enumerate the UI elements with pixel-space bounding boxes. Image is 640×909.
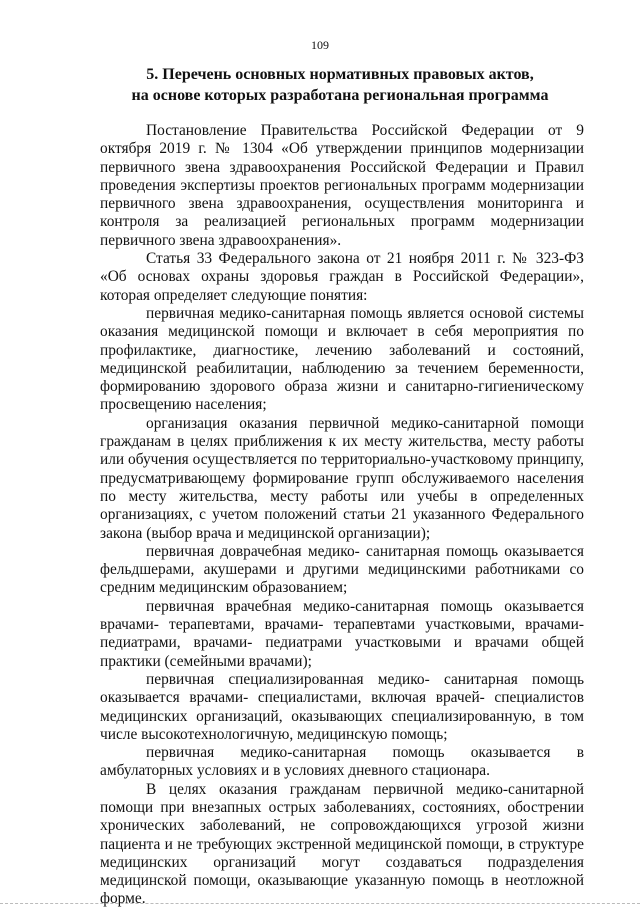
paragraph-definition-specialized: первичная специализированная медико- санитарная помощь оказывается врачами- специалистами, включая врачей- специалистов медицинских организаций, оказывающих специализированную, в том числе высокотехнологичную, медицинскую помощь; [100,670,584,743]
document-body [100,122,584,909]
paragraph-definition-conditions: первичная медико-санитарная помощь оказывается в амбулаторных условиях и в условиях дневного стационара. [100,744,584,780]
paragraph-definition-physician: первичная врачебная медико-санитарная помощь оказывается врачами- терапевтами, врачами- терапевтами участковыми, врачами-педиатрами, врачами- педиатрами участковыми и врачами общей практики (семейными врачами); [100,597,584,670]
paragraph-urgent-care: В целях оказания гражданам первичной медико-санитарной помощи при внезапных острых заболеваниях, состояниях, обострении хронических заболеваний, не сопровождающихся угрозой жизни пациента и не требующих экстренной медицинской помощи, в структуре медицинских организаций могут создаваться подразделения медицинской помощи, оказывающие указанную помощь в неотложной форме. [100,780,584,908]
paragraph-article-33: Статья 33 Федерального закона от 21 ноября 2011 г. № 323-ФЗ «Об основах охраны здоровья граждан в Российской Федерации», которая определяет следующие понятия: [100,250,584,304]
paragraph-resolution-1304: Постановление Правительства Российской Федерации от 9 октября 2019 г. № 1304 «Об утверждении принципов модернизации первичного звена здравоохранения Российской Федерации и Правил проведения экспертизы проектов региональных программ модернизации первичного звена здравоохранения, осуществления мониторинга и контроля за реализацией региональных программ модернизации первичного звена здравоохранения». [100,122,584,249]
paragraph-definition-organization: организация оказания первичной медико-санитарной помощи гражданам в целях приближения к их месту жительства, месту работы или обучения осуществляется по территориально-участковому принципу, предусматривающему формирование групп обслуживаемого населения по месту жительства, месту работы или учебы в определенных организациях, с учетом положений статьи 21 указанного Федерального закона (выбор врача и медицинской организации); [100,414,584,542]
paragraph-definition-pmsp: первичная медико-санитарная помощь является основой системы оказания медицинской помощи и включает в себя мероприятия по профилактике, диагностике, лечению заболеваний и состояний, медицинской реабилитации, наблюдению за течением беременности, формированию здорового образа жизни и санитарно-гигиеническому просвещению населения; [100,304,584,414]
section-title-line-2: на основе которых разработана региональная программа [131,87,549,104]
section-title [100,64,580,106]
section-title-line-1: 5. Перечень основных нормативных правовых актов, [146,66,534,83]
paragraph-definition-prehospital: первичная доврачебная медико- санитарная помощь оказывается фельдшерами, акушерами и другими медицинскими работниками со средним медицинским образованием; [100,542,584,597]
page-number: 109 [311,38,329,52]
